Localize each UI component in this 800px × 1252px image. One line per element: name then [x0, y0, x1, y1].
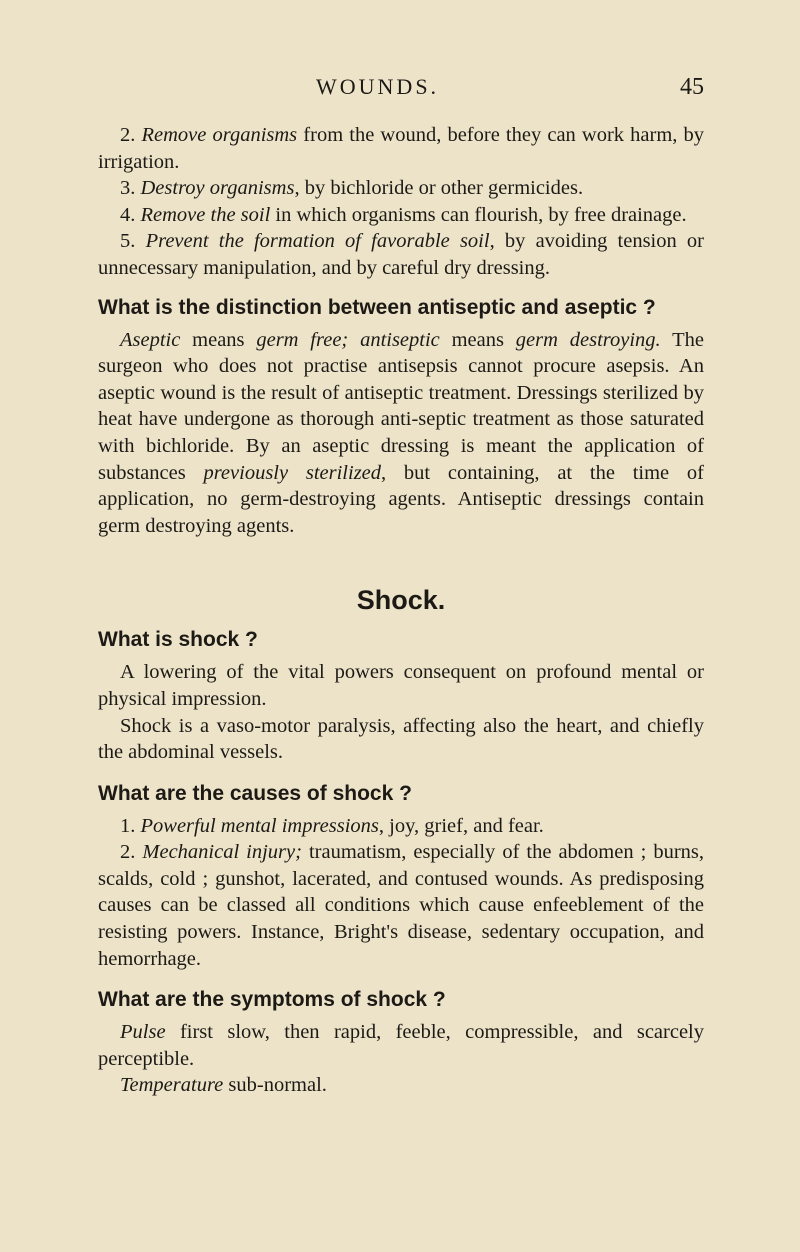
shock-definition: A lowering of the vital powers consequent on profound mental or physical impression.	[98, 661, 704, 710]
item-emphasis: Destroy organisms	[140, 177, 295, 200]
symptom-text: sub-normal.	[223, 1074, 327, 1097]
item-number: 4.	[120, 203, 136, 226]
distinction-paragraph	[98, 327, 704, 540]
symptom-item	[98, 1072, 704, 1099]
symptom-text: first slow, then rapid, feeble, compressible, and scarcely perceptible.	[98, 1021, 704, 1070]
list-item	[98, 122, 704, 175]
item-number: 2.	[120, 124, 136, 146]
item-text: in which organisms can flourish, by free drainage.	[270, 203, 687, 226]
item-number: 3.	[120, 177, 136, 200]
running-head	[98, 74, 704, 104]
list-item	[98, 228, 704, 281]
question-heading-what: What is shock ?	[98, 628, 258, 652]
page-body	[98, 122, 704, 1099]
question-heading-distinction: What is the distinction between antiseptic and aseptic ?	[98, 295, 656, 319]
question-heading-symptoms: What are the symptoms of shock ?	[98, 988, 446, 1012]
running-title: WOUNDS.	[316, 74, 440, 99]
item-text: , joy, grief, and fear.	[378, 814, 544, 837]
item-number: 5.	[120, 230, 136, 253]
list-item	[98, 839, 704, 972]
question-heading-causes: What are the causes of shock ?	[98, 781, 412, 805]
list-item	[98, 202, 704, 229]
item-emphasis: Powerful mental impressions	[140, 814, 379, 837]
symptom-item	[98, 1019, 704, 1072]
section-title: Shock.	[356, 585, 446, 616]
item-text: traumatism, especially of the abdomen ; burns, scalds, cold ; gunshot, lacerated, and contused wounds. As predisposing causes can be classed all conditions which cause enfeeblement of the resisting powers. Instance, Bright's disease, sedentary occupation, and hemorrhage.	[98, 841, 704, 970]
item-emphasis: Remove organisms	[141, 124, 298, 146]
term-aseptic: Aseptic	[120, 328, 181, 351]
item-emphasis: Prevent the formation of favorable soil	[145, 230, 490, 253]
text-run: means	[180, 328, 257, 351]
text-run: means	[439, 328, 516, 351]
symptom-term: Temperature	[120, 1074, 224, 1097]
item-text: , by bichloride or other germicides.	[294, 177, 584, 200]
term-germ-free: germ free; antiseptic	[256, 328, 440, 351]
item-number: 2.	[120, 841, 136, 864]
shock-description: Shock is a vaso-motor paralysis, affecting also the heart, and chiefly the abdominal vessels.	[98, 714, 704, 764]
item-emphasis: Mechanical injury;	[142, 841, 302, 864]
page-number: 45	[680, 74, 704, 100]
item-text: from the wound, before they can work harm, by irrigation.	[98, 124, 705, 173]
list-item	[98, 175, 704, 202]
item-number: 1.	[120, 814, 136, 837]
term-germ-destroying: germ destroying.	[515, 328, 661, 351]
text-run: The surgeon who does not practise antisepsis cannot procure asepsis. An aseptic wound is the result of antiseptic treatment. Dressings sterilized by heat have undergone as thorough anti-septic treatment as those saturated with bichloride. By an aseptic dressing is meant the application of substances	[98, 328, 704, 484]
text-run: , but containing, at the time of application, no germ-destroying agents. Antiseptic dressings contain germ destroying agents.	[98, 461, 704, 537]
list-item	[98, 813, 704, 840]
item-emphasis: Remove the soil	[140, 203, 271, 226]
item-text: , by avoiding tension or unnecessary manipulation, and by careful dry dressing.	[98, 230, 705, 279]
term-previously-sterilized: previously sterilized	[203, 461, 382, 484]
symptom-term: Pulse	[120, 1021, 166, 1044]
